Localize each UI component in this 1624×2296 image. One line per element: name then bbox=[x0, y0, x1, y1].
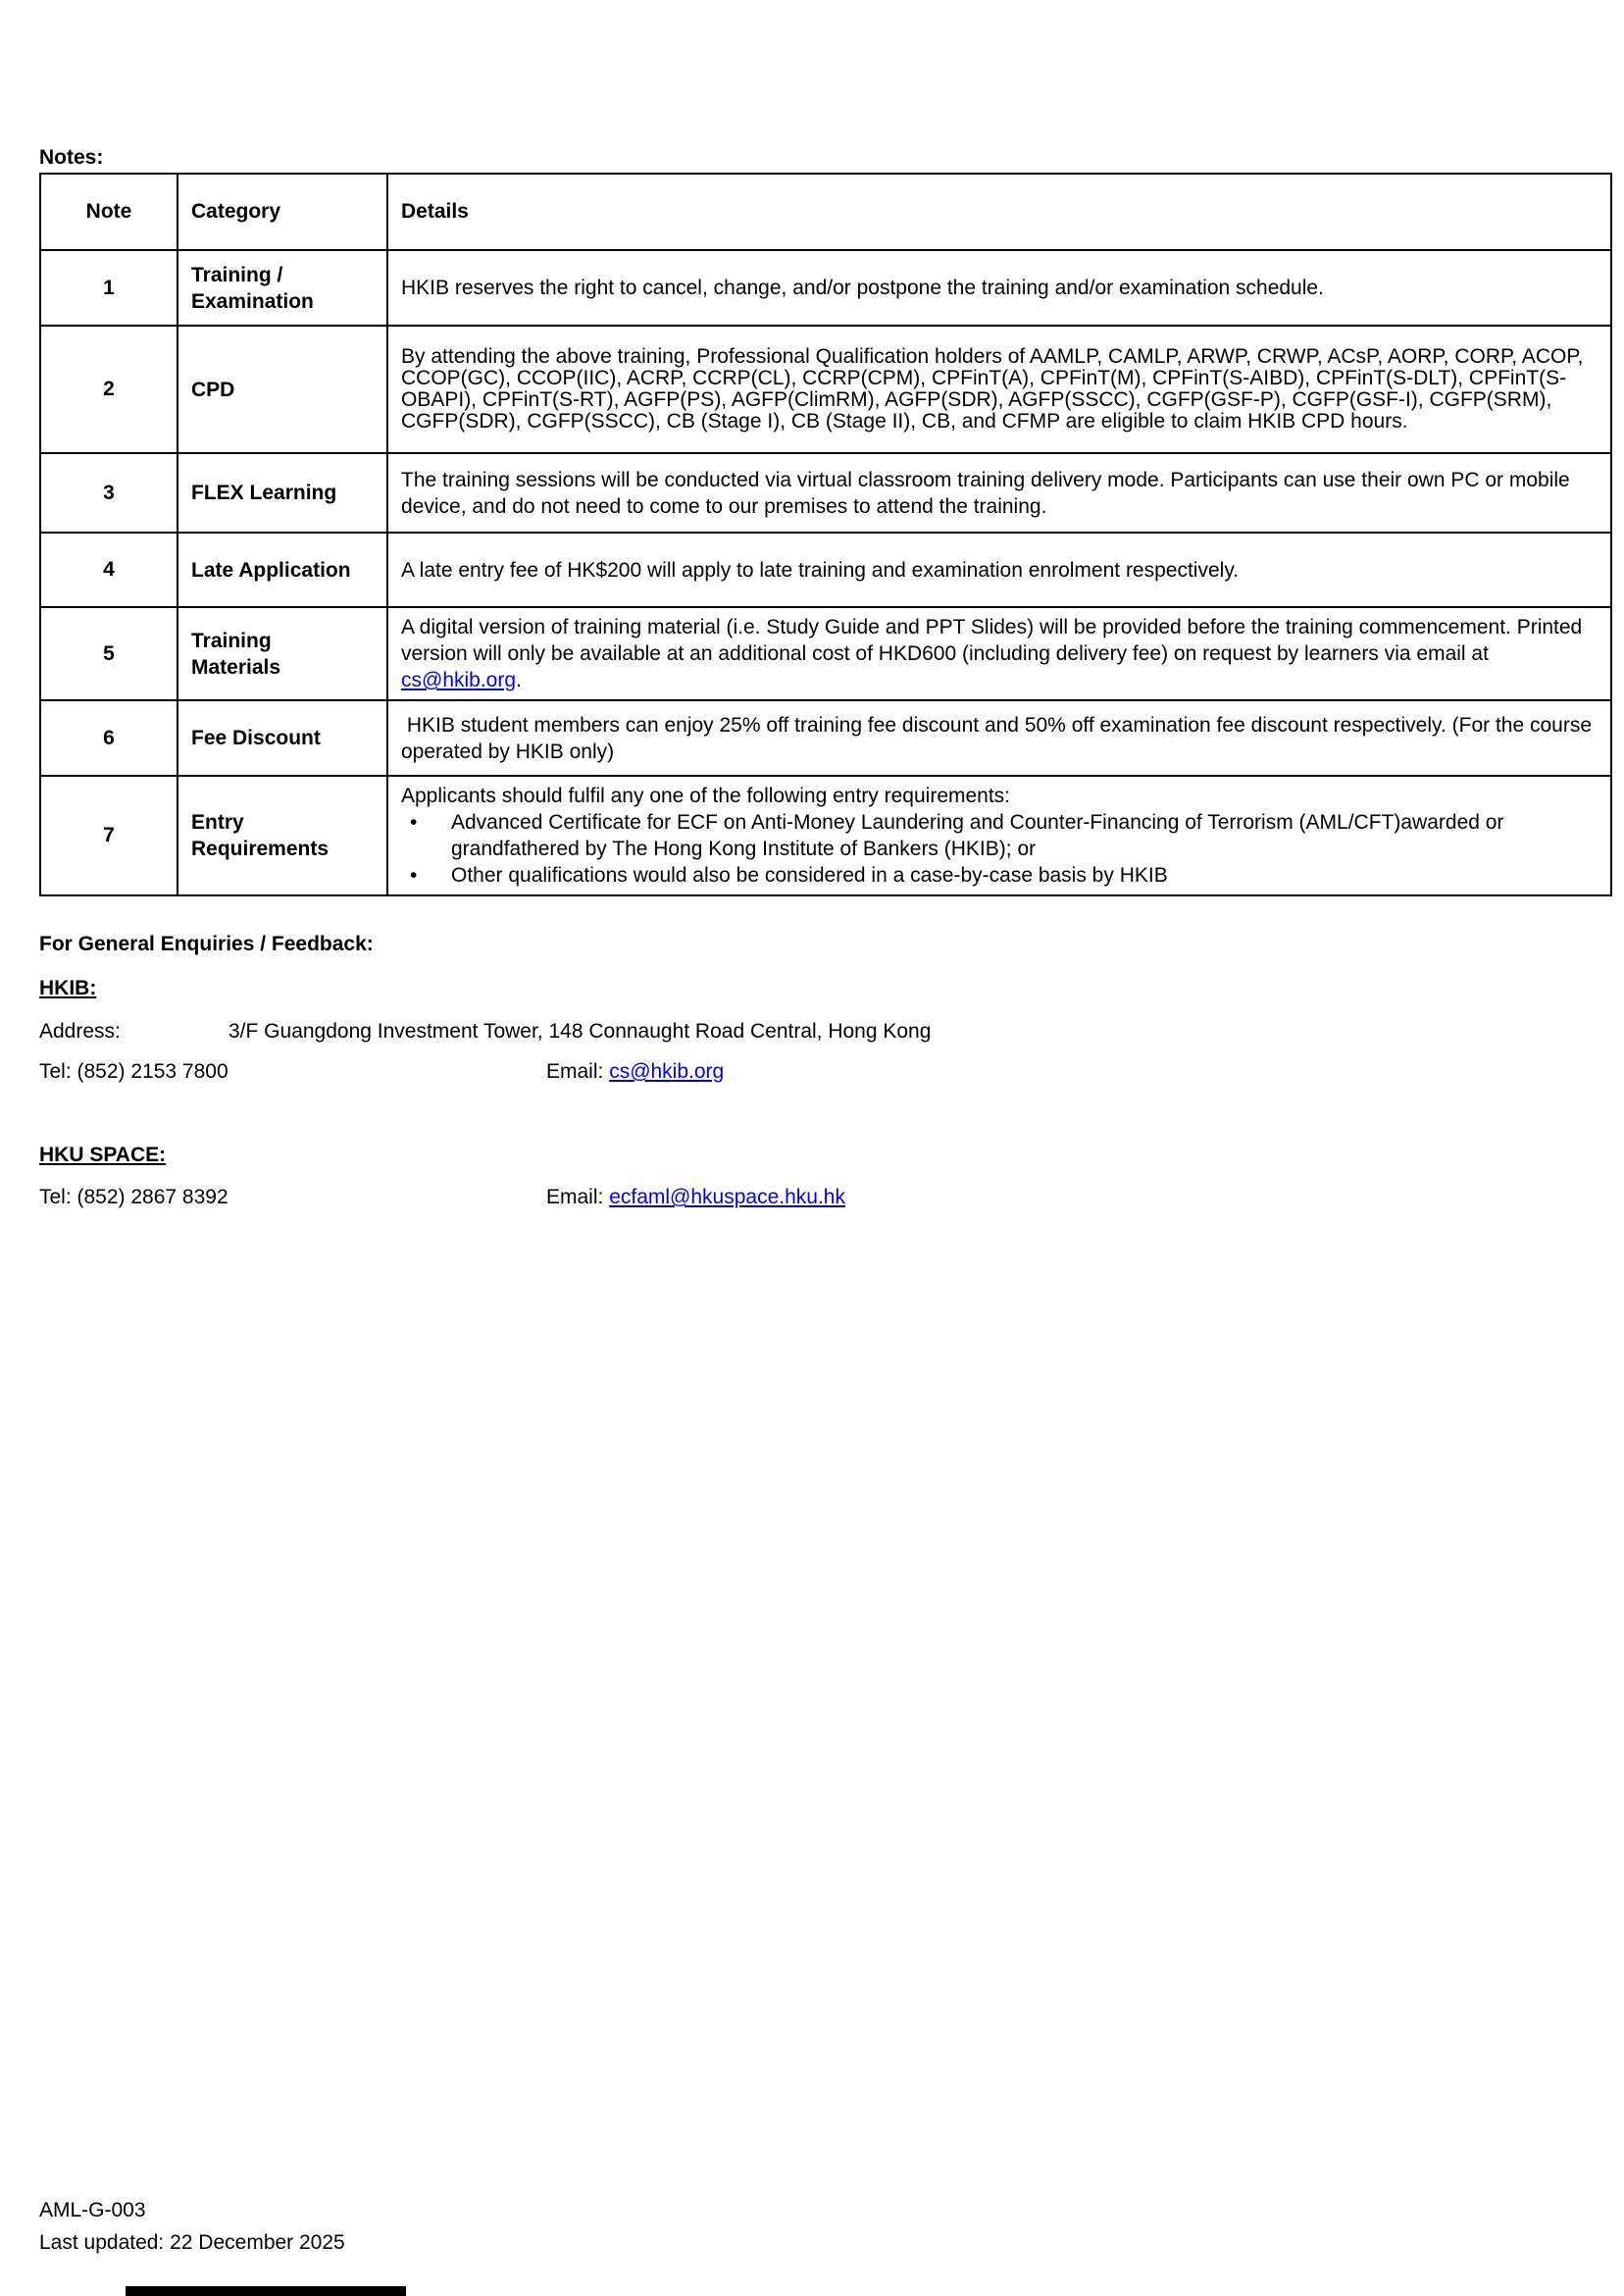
hkib-email bbox=[546, 1060, 724, 1084]
category-cell: FLEX Learning bbox=[178, 453, 387, 533]
hkib-section-title: HKIB: bbox=[39, 977, 97, 999]
hku-email-link[interactable]: ecfaml@hkuspace.hku.hk bbox=[609, 1186, 845, 1208]
bullet-item: • Other qualifications would also be considered in a case-by-case basis by HKIB bbox=[451, 862, 1598, 889]
table-header-row bbox=[40, 174, 1611, 250]
note-number: 3 bbox=[40, 453, 178, 533]
table-row-entry-requirements bbox=[40, 776, 1611, 895]
category-cell: CPD bbox=[178, 326, 387, 453]
notes-label: Notes: bbox=[39, 146, 104, 169]
header-note: Note bbox=[40, 174, 178, 250]
details-text: . bbox=[516, 669, 522, 691]
cs-hkib-email-link[interactable]: cs@hkib.org bbox=[401, 669, 517, 691]
category-cell: Training Materials bbox=[178, 607, 387, 700]
details-cell bbox=[387, 776, 1611, 895]
details-cell: HKIB reserves the right to cancel, change, and/or postpone the training and/or examination schedule. bbox=[387, 250, 1611, 326]
entry-requirements-intro: Applicants should fulfil any one of the following entry requirements: bbox=[401, 785, 1011, 807]
email-label: Email: bbox=[546, 1060, 610, 1083]
email-label: Email: bbox=[546, 1186, 610, 1208]
category-cell: Training / Examination bbox=[178, 250, 387, 326]
details-cell: By attending the above training, Professional Qualification holders of AAMLP, CAMLP, ARWP, CRWP, ACsP, AORP, CORP, ACOP, CCOP(GC), CCOP(IIC), ACRP, CCRP(CL), CCRP(CPM), CPFinT(A), CPFinT(M), CPFinT(S-AIBD), CPFinT(S-DLT), CPFinT(S-OBAPI), CPFinT(S-RT), AGFP(PS), AGFP(ClimRM), AGFP(SDR), AGFP(SSCC), CGFP(GSF-P), CGFP(GSF-I), CGFP(SRM), CGFP(SDR), CGFP(SSCC), CB (Stage I), CB (Stage II), CB, and CFMP are eligible to claim HKIB CPD hours. bbox=[387, 326, 1611, 453]
hkib-tel: Tel: (852) 2153 7800 bbox=[39, 1060, 228, 1083]
table-row-cpd bbox=[40, 326, 1611, 453]
note-number: 4 bbox=[40, 533, 178, 607]
footer-last-updated: Last updated: 22 December 2025 bbox=[39, 2231, 345, 2254]
table-row-late-application bbox=[40, 533, 1611, 607]
table-row-fee-discount bbox=[40, 700, 1611, 776]
details-text: HKIB student members can enjoy 25% off training fee discount and 50% off examination fee discount respectively. (For the course operated by HKIB only) bbox=[401, 713, 1598, 763]
hkib-email-link[interactable]: cs@hkib.org bbox=[609, 1060, 725, 1083]
category-cell: Late Application bbox=[178, 533, 387, 607]
header-details: Details bbox=[387, 174, 1611, 250]
details-cell: A late entry fee of HK$200 will apply to late training and examination enrolment respectively. bbox=[387, 533, 1611, 607]
category-cell: Entry Requirements bbox=[178, 776, 387, 895]
category-cell: Fee Discount bbox=[178, 700, 387, 776]
note-number: 6 bbox=[40, 700, 178, 776]
table-row-training-examination bbox=[40, 250, 1611, 326]
enquiries-heading: For General Enquiries / Feedback: bbox=[39, 933, 374, 955]
address-label: Address: bbox=[39, 1020, 121, 1043]
hku-email bbox=[546, 1186, 845, 1209]
notes-table bbox=[39, 173, 1612, 896]
hku-tel-email-line bbox=[39, 1186, 1412, 1209]
note-number: 2 bbox=[40, 326, 178, 453]
hku-space-section-title: HKU SPACE: bbox=[39, 1144, 167, 1166]
table-row-training-materials bbox=[40, 607, 1611, 700]
bullet-item: • Advanced Certificate for ECF on Anti-Money Laundering and Counter-Financing of Terrorism (AML/CFT)awarded or grandfathered by The Hong Kong Institute of Bankers (HKIB); or bbox=[451, 809, 1598, 862]
entry-requirements-list bbox=[401, 809, 1598, 889]
hku-tel: Tel: (852) 2867 8392 bbox=[39, 1186, 228, 1208]
hkib-tel-email-line bbox=[39, 1060, 1412, 1084]
hkib-address-line bbox=[39, 1020, 932, 1044]
note-number: 5 bbox=[40, 607, 178, 700]
details-cell bbox=[387, 700, 1611, 776]
table-row-flex-learning bbox=[40, 453, 1611, 533]
details-cell: The training sessions will be conducted via virtual classroom training delivery mode. Participants can use their own PC or mobile device, and do not need to come to our premises to attend the training. bbox=[387, 453, 1611, 533]
header-category: Category bbox=[178, 174, 387, 250]
details-cell bbox=[387, 607, 1611, 700]
footer-doc-code: AML-G-003 bbox=[39, 2199, 146, 2221]
note-number: 7 bbox=[40, 776, 178, 895]
address-value: 3/F Guangdong Investment Tower, 148 Connaught Road Central, Hong Kong bbox=[228, 1020, 932, 1043]
details-text: A digital version of training material (i.e. Study Guide and PPT Slides) will be provided before the training commencement. Printed version will only be available at an additional cost of HKD600 (including delivery fee) on request by learners via email at bbox=[401, 616, 1583, 665]
note-number: 1 bbox=[40, 250, 178, 326]
bottom-black-bar bbox=[126, 2286, 406, 2296]
